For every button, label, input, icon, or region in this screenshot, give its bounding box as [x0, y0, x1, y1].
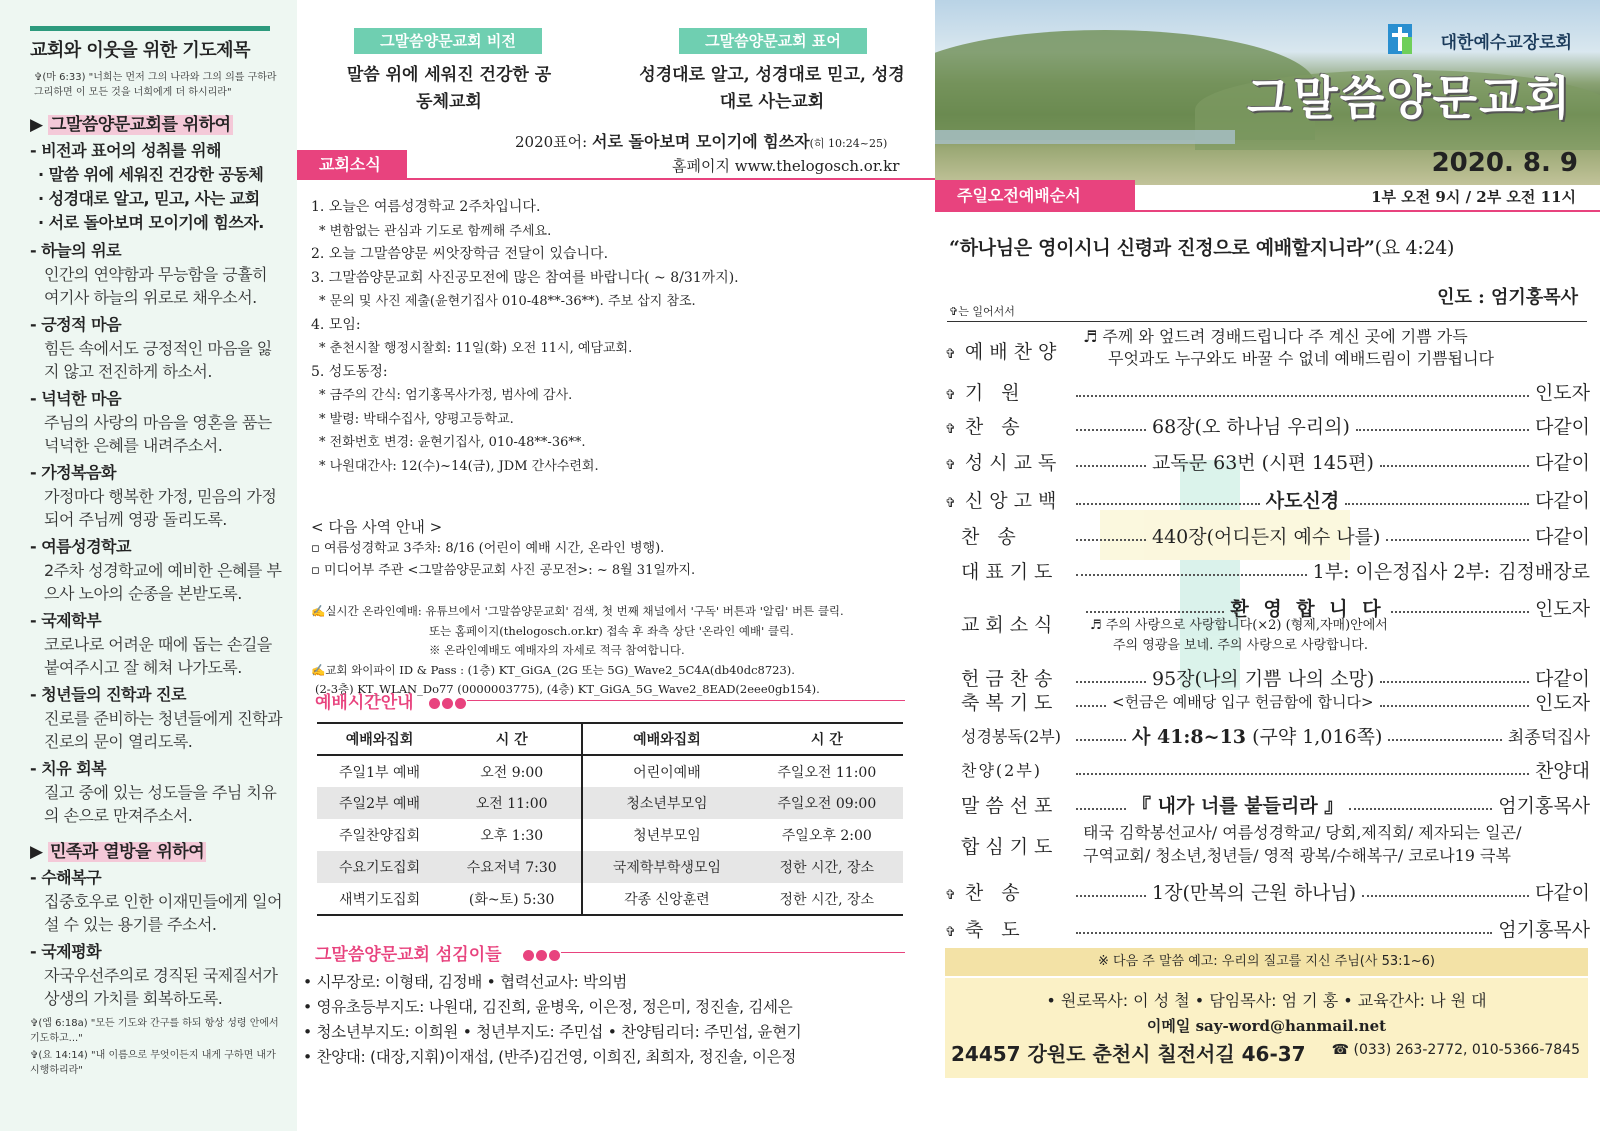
leader-dots [1076, 739, 1126, 741]
sermon-title: 『 내가 너를 붙들리라 』 [1132, 795, 1344, 817]
news-column [297, 0, 935, 1131]
worship-order-column [935, 0, 1600, 1131]
table-cell: 수요저녁 7:30 [442, 851, 582, 883]
order-label: 찬 송 [961, 526, 1022, 548]
online-line: ※ 온라인예배도 예배자의 자세로 적극 참여합니다. [429, 643, 685, 657]
prayer-column [0, 0, 297, 1131]
prayer-item-head: - 수해복구 [30, 868, 102, 887]
order-label: 찬 송 [964, 416, 1026, 438]
news-tab: 교회소식 [297, 150, 407, 180]
table-cell: 주일오후 2:00 [781, 828, 872, 844]
order-who: 다같이 [1534, 882, 1590, 904]
news-line: * 금주의 간식: 엄기홍목사가정, 범사에 감사. [319, 388, 573, 403]
order-label: 성시교독 [964, 452, 1063, 474]
prayer-item-body: 진로를 준비하는 청년들에게 진학과 진로의 문이 열리도록. [44, 709, 283, 751]
prayer-item-head: - 하늘의 위로 [30, 241, 122, 260]
order-value: 1부: 이은정집사 2부: [1312, 561, 1491, 583]
servers-list [303, 970, 923, 1070]
prayer-item-body: 인간의 연약함과 무능함을 긍휼히 여기사 하늘의 위로로 채우소서. [44, 265, 268, 307]
next-ministry-item: ▫ 여름성경학교 3주차: 8/16 (어린이 예배 시간, 온라인 병행). [311, 541, 665, 556]
table-cell: 수요기도집회 [317, 851, 442, 883]
service-times: 1부 오전 9시 / 2부 오전 11시 [1371, 188, 1576, 206]
table-cell: 청년부모임 [582, 819, 750, 851]
news-line: 2. 오늘 그말씀양문 씨앗장학금 전달이 있습니다. [311, 246, 609, 262]
leader-dots [1349, 808, 1492, 810]
leader-dots [1076, 932, 1492, 934]
table-row [317, 819, 903, 851]
order-who: 김정배장로 [1498, 561, 1590, 583]
table-header: 예배와집회 [582, 723, 750, 755]
prayer-item [30, 866, 283, 936]
leader-dots [1380, 681, 1529, 683]
contact-box [945, 978, 1588, 1078]
order-row [945, 915, 1590, 942]
church-address: 24457 강원도 춘천시 칠전서길 46-37 [951, 1042, 1306, 1066]
order-row [945, 522, 1590, 549]
order-label: 말씀선포 [961, 795, 1059, 817]
order-label: 신앙고백 [964, 490, 1063, 512]
news-line: 1. 오늘은 여름성경학교 2주차입니다. [311, 199, 541, 215]
prayer-item-head: - 긍정적 마음 [30, 315, 122, 334]
table-header: 시 간 [751, 723, 903, 755]
next-ministry-heading: < 다음 사역 안내 > [311, 518, 443, 536]
order-value: 68장(오 하나님 우리의) [1152, 416, 1350, 438]
leader-dots [1086, 611, 1224, 613]
table-row [317, 883, 903, 915]
order-row [945, 722, 1590, 749]
leader-dots [1391, 611, 1529, 613]
stand-icon: ✞ [945, 925, 962, 940]
order-label: 축복기도 [961, 692, 1059, 714]
table-cell: 오후 1:30 [480, 828, 544, 844]
order-label: 축 도 [964, 919, 1026, 941]
table-cell: 주일2부 예배 [317, 787, 442, 819]
online-line: 또는 홈페이지(thelogosch.or.kr) 접속 후 좌측 상단 '온라인 예배' 클릭. [429, 623, 794, 638]
wifi-line: (2-3층) KT_WLAN_Do77 (0000003775), (4층) KT_GiGA_5G_Wave2_8EAD(2eee0gb154). [315, 682, 820, 696]
prayer-item-body: 자국우선주의로 경직된 국제질서가 상생의 가치를 회복하도록. [44, 966, 278, 1008]
prayer-item [30, 940, 283, 1010]
call-lyric: 무엇과도 누구와도 바꿀 수 없네 예배드림이 기쁨됩니다 [1108, 349, 1495, 368]
table-header: 시 간 [442, 723, 582, 755]
landscape-photo [935, 0, 1600, 185]
river-shape [935, 130, 1235, 144]
dots-decoration [429, 694, 468, 708]
motto-2020 [515, 129, 887, 152]
order-row [945, 756, 1590, 783]
order-row [945, 378, 1590, 405]
servers-line: • 청소년부지도: 이희원 • 청년부지도: 주민섭 • 찬양팀리더: 주민섭, 윤현기 [303, 1023, 802, 1041]
news-line: * 춘천시찰 행정시찰회: 11일(화) 오전 11시, 예담교회. [319, 341, 633, 356]
order-label: 찬 송 [964, 882, 1026, 904]
table-cell: 주일오전 11:00 [777, 764, 877, 781]
leader-dots [1362, 895, 1529, 897]
stand-icon: ✞ [945, 496, 962, 511]
table-cell: 정한 시간, 장소 [751, 851, 903, 883]
table-cell: 각종 신앙훈련 [582, 883, 750, 915]
worship-leader: 인도 : 엄기홍목사 [1437, 287, 1578, 308]
prayer-item-head: - 치유 회복 [30, 759, 107, 778]
prayer-item-body: 질고 중에 있는 성도들을 주님 치유의 손으로 만져주소서. [44, 783, 277, 825]
prayer-item-head: - 국제학부 [30, 611, 102, 630]
top-accent-bar [30, 26, 270, 31]
servers-line: • 찬양대: (대장,지휘)이재섭, (반주)김건영, 이희진, 최희자, 정진솔, 이은정 [303, 1048, 797, 1066]
order-who: 다같이 [1534, 452, 1590, 474]
worship-divider [935, 210, 1600, 212]
email-address[interactable]: 이메일 say-word@hanmail.net [1146, 1017, 1387, 1035]
prayer-verse-bottom: ✞(엡 6:18a) "모든 기도와 간구를 하되 항상 성령 안에서 기도하고..." [30, 1018, 279, 1044]
news-line: * 문의 및 사진 제출(윤현기집사 010-48**-36**). 주보 삽지 참조. [319, 294, 696, 309]
table-cell: 주일오전 09:00 [751, 787, 903, 819]
section-nation-label: 민족과 열방을 위하여 [50, 842, 205, 862]
stand-icon: ✞ [945, 458, 962, 473]
motto-2020-ref: (히 10:24~25) [809, 137, 888, 150]
order-value: 사 41:8~13 [1132, 726, 1247, 748]
next-sermon-preview: ※ 다음 주 말씀 예고: 우리의 질고를 지신 주님(사 53:1~6) [945, 948, 1588, 976]
order-divider [947, 321, 1587, 322]
leader-dots [1380, 705, 1529, 707]
motto-text: 성경대로 알고, 성경대로 믿고, 성경대로 사는교회 [639, 65, 905, 112]
order-who: 다같이 [1534, 416, 1590, 438]
prayer-section-church: ▶ 그말씀양문교회를 위하여 [30, 115, 231, 135]
prayer-item [30, 609, 283, 679]
vision-point: · 서로 돌아보며 모이기에 힘쓰자. [38, 213, 264, 232]
prayer-item [30, 313, 283, 383]
leader-dots [1388, 739, 1501, 741]
vision-point: · 말씀 위에 세워진 건강한 공동체 [38, 165, 264, 184]
order-who: 찬양대 [1534, 760, 1590, 782]
news-line: * 전화번호 변경: 윤현기집사, 010-48**-36**. [319, 435, 586, 450]
order-who: 엄기홍목사 [1498, 919, 1590, 941]
leader-dots [1345, 503, 1529, 505]
order-label: 예배찬양 [964, 341, 1063, 363]
prayer-item-head: - 가정복음화 [30, 463, 116, 482]
order-value: 1장(만복의 근원 하나님) [1152, 882, 1357, 904]
table-header-row [317, 723, 903, 755]
leader-dots [1356, 429, 1529, 431]
prayer-verse-bottom: ✞(요 14:14) "내 이름으로 무엇이든지 내게 구하면 내가 시행하리라" [30, 1050, 276, 1076]
news-line: 5. 성도동정: [311, 363, 388, 380]
prayer-item [30, 239, 283, 309]
vision-text: 말씀 위에 세워진 건강한 공동체교회 [346, 65, 552, 112]
prayer-item-body: 집중호우로 인한 이재민들에게 일어설 수 있는 용기를 주소서. [44, 892, 283, 934]
order-value: 환 영 합 니 다 [1230, 598, 1385, 620]
leader-dots [1076, 574, 1307, 576]
table-cell: 국제학부학생모임 [582, 851, 750, 883]
servers-line: • 시무장로: 이형태, 김정배 • 협력선교사: 박의범 [303, 973, 628, 991]
order-row [945, 486, 1590, 513]
leader-dots [1076, 465, 1146, 467]
prayer-item [30, 387, 283, 457]
servers-divider [561, 952, 905, 953]
theme-ref: (요 4:24) [1374, 237, 1455, 259]
leader-dots [1076, 395, 1529, 397]
prayer-section-nation: ▶ 민족과 열방을 위하여 [30, 842, 205, 862]
news-line: 4. 모임: [311, 316, 361, 333]
prayer-item-head: - 국제평화 [30, 942, 102, 961]
schedule-divider [467, 700, 905, 701]
order-who: 다같이 [1534, 668, 1590, 690]
schedule-table [317, 722, 903, 916]
online-line: ✍실시간 온라인예배: 유튜브에서 '그말씀양문교회' 검색, 첫 번째 채널에서 '구독' 버튼과 '알림' 버튼 클릭. [311, 604, 844, 618]
order-who: 인도자 [1534, 692, 1590, 714]
welcome-song: ♬ 주의 사랑으로 사랑합니다(×2) (형제,자매)안에서 [1090, 618, 1388, 633]
news-line: * 나원대간사: 12(수)~14(금), JDM 간사수련회. [319, 458, 599, 474]
table-cell: 주일1부 예배 [339, 764, 421, 781]
leader-dots [1076, 705, 1106, 707]
order-value: <헌금은 예배당 입구 헌금함에 합니다> [1112, 693, 1374, 711]
bulletin-date: 2020. 8. 9 [1431, 148, 1578, 178]
denomination-logo-icon [1388, 24, 1412, 54]
order-value: 사도신경 [1265, 490, 1340, 512]
order-value: 95장(나의 기쁨 나의 소망) [1152, 668, 1375, 690]
leader-dots [1076, 539, 1146, 541]
table-cell: 오전 9:00 [480, 764, 544, 781]
leader-dots [1076, 681, 1146, 683]
vision-tag: 그말씀양문교회 비전 [354, 28, 542, 54]
prayer-item-body: 가정마다 행복한 가정, 믿음의 가정되어 주님께 영광 돌리도록. [44, 487, 277, 529]
leader-dots [1380, 465, 1529, 467]
welcome-song: 주의 영광을 보네. 주의 사랑으로 사랑합니다. [1113, 638, 1368, 653]
news-list [311, 196, 921, 478]
table-cell: 오전 11:00 [442, 787, 582, 819]
motto-2020-text: 서로 돌아보며 모이기에 힘쓰자 [592, 132, 810, 151]
table-row [317, 787, 903, 819]
prayer-item [30, 757, 283, 827]
order-label: 합심기도 [961, 836, 1059, 858]
prayer-item-vision [30, 139, 283, 235]
order-who: 인도자 [1534, 598, 1590, 620]
table-cell: 주일찬양집회 [338, 828, 421, 844]
order-who: 인도자 [1534, 382, 1590, 404]
news-divider [297, 178, 935, 180]
order-label: 헌금찬송 [961, 668, 1059, 690]
schedule-title: 예배시간안내 [315, 693, 414, 713]
order-row [945, 557, 1590, 584]
news-line: * 발령: 박태수집사, 양평고등학교. [319, 411, 514, 427]
next-ministry-item: ▫ 미디어부 주관 <그말씀양문교회 사진 공모전>: ~ 8월 31일까지. [311, 563, 696, 578]
leader-dots [1076, 503, 1260, 505]
table-row [317, 755, 903, 787]
order-row [945, 664, 1590, 691]
stand-icon: ✞ [945, 888, 962, 903]
wifi-line: ✍교회 와이파이 ID & Pass : (1층) KT_GiGA_(2G 또는 5G)_Wave2_5C4A(db40dc8723). [311, 662, 795, 677]
order-row [945, 791, 1590, 818]
order-label: 대표기도 [961, 561, 1059, 583]
news-line: 3. 그말씀양문교회 사진공모전에 많은 참여를 바랍니다( ~ 8/31까지). [311, 269, 739, 286]
order-value: 440장(어디든지 예수 나를) [1152, 526, 1381, 548]
church-name: 그말씀양문교회 [1246, 71, 1572, 125]
stand-icon: ✞ [945, 347, 962, 362]
staff-list: • 원로목사: 이 성 철 • 담임목사: 엄 기 홍 • 교육간사: 나 원 대 [1046, 991, 1487, 1010]
order-who: 다같이 [1534, 526, 1590, 548]
table-cell: (화~토) 5:30 [442, 883, 582, 915]
prayer-item-body: 힘든 속에서도 긍정적인 마음을 잃지 않고 전진하게 하소서. [44, 339, 272, 381]
leader-dots [1076, 429, 1146, 431]
prayer-item-head: - 비전과 표어의 성취를 위해 [30, 141, 221, 160]
dots-decoration [523, 946, 562, 960]
order-value: 교독문 63번 (시편 145편) [1152, 452, 1374, 474]
order-label: 찬양(2부) [961, 761, 1043, 780]
stand-icon: ✞ [945, 388, 962, 403]
prayer-item-head: - 넉넉한 마음 [30, 389, 122, 408]
leader-dots [1076, 895, 1146, 897]
worship-order-tab: 주일오전예배순서 [935, 180, 1135, 212]
prayer-item [30, 461, 283, 531]
prayer-verse-top: ✞(마 6:33) "너희는 먼저 그의 나라와 그의 의를 구하라 그리하면 이 모든 것을 너희에게 더 하시리라" [34, 72, 277, 98]
table-cell: 청소년부모임 [582, 787, 750, 819]
call-lyric: ♬ 주께 와 엎드려 경배드립니다 주 계신 곳에 기쁨 가득 [1083, 327, 1468, 346]
leader-dots [1076, 773, 1529, 775]
order-row [945, 412, 1590, 439]
prayer-item [30, 535, 283, 605]
servers-line: • 영유초등부지도: 나원대, 김진희, 윤병욱, 이은정, 정은미, 정진솔, 김세은 [303, 998, 793, 1016]
table-header: 예배와집회 [317, 723, 442, 755]
reading-extra: (구약 1,016쪽) [1252, 726, 1383, 748]
prayer-item-body: 주님의 사랑의 마음을 영혼을 품는 넉넉한 은혜를 내려주소서. [44, 413, 272, 455]
table-cell: 정한 시간, 장소 [751, 883, 903, 915]
table-cell: 새벽기도집회 [317, 883, 442, 915]
table-cell: 어린이예배 [582, 755, 750, 787]
order-label: 성경봉독(2부) [961, 727, 1061, 746]
section-church-label: 그말씀양문교회를 위하여 [50, 115, 231, 135]
motto-tag: 그말씀양문교회 표어 [679, 28, 867, 54]
order-who: 최종덕집사 [1507, 728, 1590, 748]
stand-icon: ✞ [945, 422, 962, 437]
order-row [945, 448, 1590, 475]
rise-note: ✞는 일어서서 [949, 305, 1015, 318]
vision-point: · 성경대로 알고, 믿고, 사는 교회 [38, 189, 260, 208]
order-who: 엄기홍목사 [1498, 795, 1590, 817]
prayer-item-head: - 여름성경학교 [30, 537, 131, 556]
together-prayer: 태국 김학봉선교사/ 여름성경학교/ 당회,제직회/ 제자되는 일곤/ [1083, 823, 1522, 842]
order-row [945, 878, 1590, 905]
order-label: 기 원 [964, 382, 1026, 404]
order-row [945, 688, 1590, 715]
servers-title: 그말씀양문교회 섬김이들 [315, 945, 502, 965]
prayer-item-body: 2주차 성경학교에 예비한 은혜를 부으사 노아의 순종을 본받도록. [44, 561, 282, 603]
denomination-name: 대한예수교장로회 [1440, 33, 1572, 53]
prayer-item [30, 683, 283, 753]
phone-numbers: ☎ (033) 263-2772, 010-5366-7845 [1331, 1042, 1580, 1058]
order-who: 다같이 [1534, 490, 1590, 512]
worship-theme [949, 233, 1454, 260]
prayer-item-body: 코로나로 어려운 때에 돕는 손길을 붙여주시고 잘 헤쳐 나가도록. [44, 635, 272, 677]
homepage-link[interactable]: 홈페이지 www.thelogosch.or.kr [672, 157, 900, 175]
news-line: * 변함없는 관심과 기도로 함께해 주세요. [319, 223, 552, 239]
together-prayer: 구역교회/ 청소년,청년들/ 영적 광복/수해복구/ 코로나19 극복 [1083, 846, 1511, 865]
theme-text: “하나님은 영이시니 신령과 진정으로 예배할지니라” [949, 237, 1375, 259]
leader-dots [1386, 539, 1529, 541]
order-label: 교회소식 [961, 614, 1059, 636]
leader-dots [1076, 808, 1126, 810]
prayer-title: 교회와 이웃을 위한 기도제목 [30, 40, 250, 61]
table-row [317, 851, 903, 883]
prayer-item-head: - 청년들의 진학과 진로 [30, 685, 186, 704]
online-worship-info [311, 602, 921, 700]
motto-2020-label: 2020표어: [515, 133, 588, 151]
next-ministry [311, 516, 921, 582]
